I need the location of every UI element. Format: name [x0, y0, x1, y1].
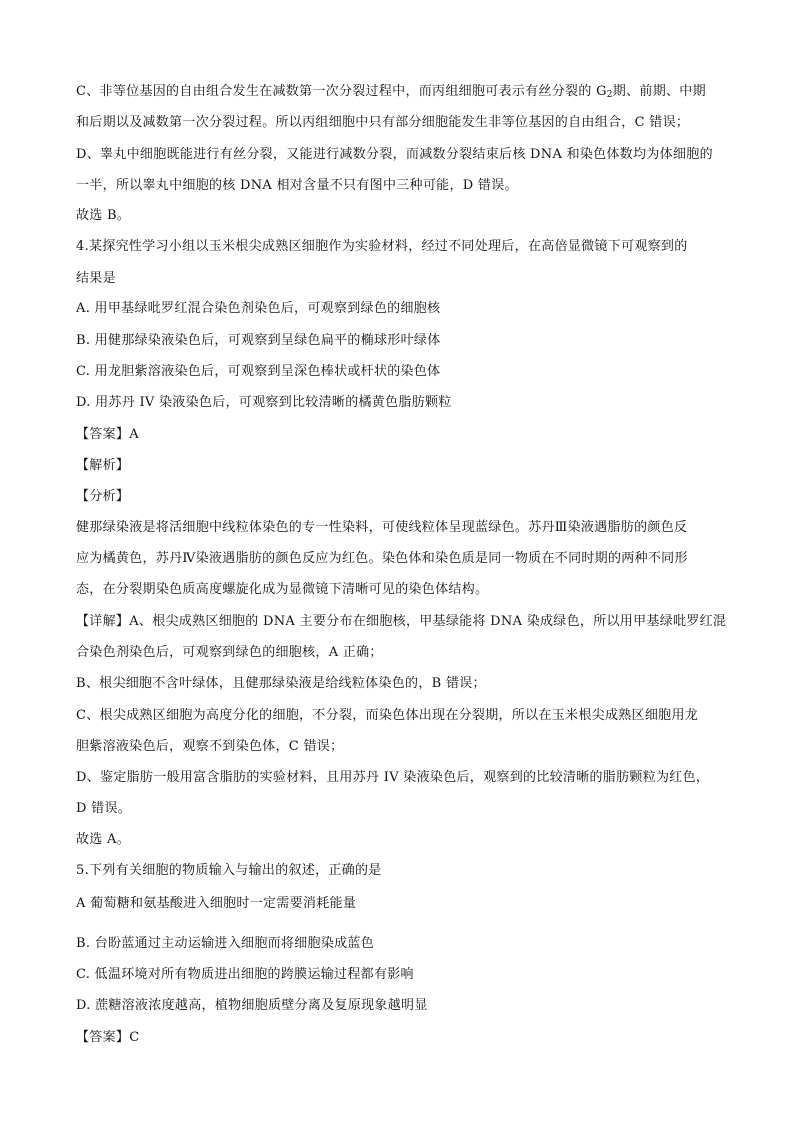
text-line: 一半，所以睾丸中细胞的核 DNA 相对含量不只有图中三种可能，D 错误。	[76, 178, 518, 193]
analysis-text-line: 态，在分裂期染色质高度螺旋化成为显微镜下清晰可见的染色体结构。	[76, 582, 489, 597]
text-segment: 期、前期、中期	[612, 84, 706, 99]
answer-choice-line: 故选 A。	[76, 832, 131, 847]
question-5-option-a: A 葡萄糖和氨基酸进入细胞时一定需要消耗能量	[76, 896, 357, 911]
question-5-stem: 5.下列有关细胞的物质输入与输出的叙述，正确的是	[76, 863, 382, 878]
detail-text-line: C、根尖成熟区细胞为高度分化的细胞，不分裂，而染色体出现在分裂期，所以在玉米根尖成熟区细胞用龙	[76, 708, 699, 723]
subscript: 2	[606, 90, 613, 100]
detail-text-line: 【详解】A、根尖成熟区细胞的 DNA 主要分布在细胞核，甲基绿能将 DNA 染成绿色，所以用甲基绿吡罗红混	[76, 614, 727, 629]
question-4-option-b: B. 用健那绿染液染色后，可观察到呈绿色扁平的椭球形叶绿体	[76, 333, 441, 348]
question-4-option-c: C. 用龙胆紫溶液染色后，可观察到呈深色棒状或杆状的染色体	[76, 364, 441, 379]
text-segment: C、非等位基因的自由组合发生在减数第一次分裂过程中，而丙组细胞可表示有丝分裂的 G	[76, 84, 607, 99]
question-4-stem: 4.某探究性学习小组以玉米根尖成熟区细胞作为实验材料，经过不同处理后，在高倍显微镜下可观察到的	[76, 239, 688, 254]
answer-label: 【答案】C	[76, 1030, 140, 1045]
question-5-option-c: C. 低温环境对所有物质进出细胞的跨膜运输过程都有影响	[76, 967, 414, 982]
question-4-option-a: A. 用甲基绿吡罗红混合染色剂染色后，可观察到绿色的细胞核	[76, 301, 441, 316]
text-line: 和后期以及减数第一次分裂过程。所以丙组细胞中只有部分细胞能发生非等位基因的自由组合，C 错误；	[76, 115, 690, 130]
analysis-text-line: 应为橘黄色，苏丹Ⅳ染液遇脂肪的颜色反应为红色。染色体和染色质是同一物质在不同时期的两种不同形	[76, 551, 688, 566]
detail-text-line: 合染色剂染色后，可观察到绿色的细胞核，A 正确；	[76, 645, 383, 660]
detail-text-line: 胆紫溶液染色后，观察不到染色体，C 错误；	[76, 739, 344, 754]
question-4-option-d: D. 用苏丹 IV 染液染色后，可观察到比较清晰的橘黄色脂肪颗粒	[76, 395, 452, 410]
question-4-stem-continued: 结果是	[76, 271, 116, 286]
detail-text-line: D、鉴定脂肪一般用富含脂肪的实验材料，且用苏丹 IV 染液染色后，观察到的比较清晰的脂肪颗粒为红色，	[76, 770, 710, 785]
detail-text-line: D 错误。	[76, 801, 132, 816]
analysis-subheading: 【分析】	[76, 489, 130, 504]
analysis-text-line: 健那绿染液是将活细胞中线粒体染色的专一性染料，可使线粒体呈现蓝绿色。苏丹Ⅲ染液遇脂肪的颜色反	[76, 520, 688, 535]
question-5-option-b: B. 台盼蓝通过主动运输进入细胞而将细胞染成蓝色	[76, 936, 375, 951]
text-line: D、睾丸中细胞既能进行有丝分裂，又能进行减数分裂，而减数分裂结束后核 DNA 和染色体数均为体细胞的	[76, 147, 713, 162]
detail-text-line: B、根尖细胞不含叶绿体，且健那绿染液是给线粒体染色的，B 错误；	[76, 676, 486, 691]
question-5-option-d: D. 蔗糖溶液浓度越高，植物细胞质壁分离及复原现象越明显	[76, 998, 428, 1013]
answer-choice-line: 故选 B。	[76, 208, 131, 223]
answer-label: 【答案】A	[76, 427, 139, 442]
text-line-c-option-explanation	[76, 82, 726, 102]
analysis-heading: 【解析】	[76, 458, 130, 473]
